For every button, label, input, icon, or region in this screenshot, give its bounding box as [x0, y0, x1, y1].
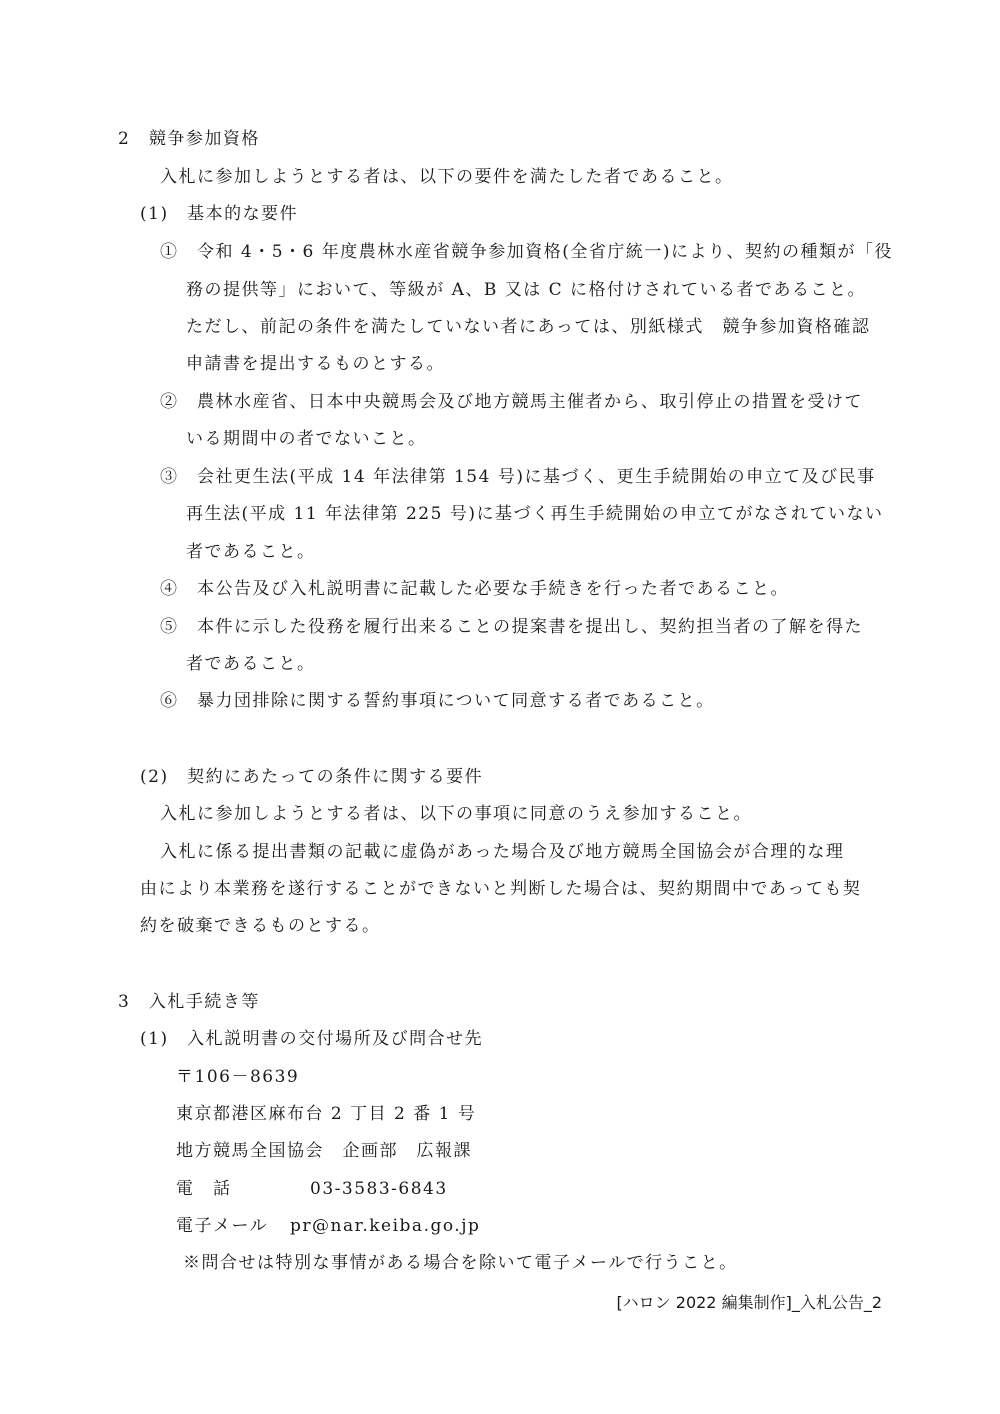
section-3-sub-1-heading: (1) 入札説明書の交付場所及び問合せ先 [140, 1029, 484, 1049]
item-5-line-2: 者であること。 [186, 654, 316, 674]
sub-1-heading: (1) 基本的な要件 [140, 204, 299, 224]
inquiry-note: ※問合せは特別な事情がある場合を除いて電子メールで行うこと。 [183, 1253, 738, 1273]
sub-2-paragraph-2-line-2: 由により本業務を遂行することができないと判断した場合は、契約期間中であっても契 [140, 879, 862, 899]
footer-label: [ハロン 2022 編集制作]_入札公告_2 [616, 1293, 882, 1312]
phone-number: 03-3583-6843 [310, 1179, 448, 1199]
section-2-intro: 入札に参加しようとする者は、以下の要件を満たした者であること。 [160, 167, 734, 187]
item-2-line-1: ② 農林水産省、日本中央競馬会及び地方競馬主催者から、取引停止の措置を受けて [160, 392, 863, 412]
item-1-line-3: ただし、前記の条件を満たしていない者にあっては、別紙様式 競争参加資格確認 [186, 317, 871, 337]
item-1-line-4: 申請書を提出するものとする。 [186, 354, 445, 374]
item-2-line-2: いる期間中の者でないこと。 [186, 429, 427, 449]
organization: 地方競馬全国協会 企画部 広報課 [176, 1141, 472, 1161]
item-1-line-1: ① 令和 4・5・6 年度農林水産省競争参加資格(全省庁統一)により、契約の種類が「役 [160, 242, 894, 262]
sub-2-paragraph-1: 入札に参加しようとする者は、以下の事項に同意のうえ参加すること。 [160, 804, 752, 824]
item-6-line-1: ⑥ 暴力団排除に関する誓約事項について同意する者であること。 [160, 691, 715, 711]
sub-2-paragraph-2-line-3: 約を破棄できるものとする。 [140, 916, 381, 936]
phone-label: 電 話 [176, 1179, 232, 1199]
sub-2-heading: (2) 契約にあたっての条件に関する要件 [140, 767, 484, 787]
postal-code: 〒106－8639 [176, 1067, 300, 1087]
item-3-line-1: ③ 会社更生法(平成 14 年法律第 154 号)に基づく、更生手続開始の申立て及び民事 [160, 467, 876, 487]
item-3-line-2: 再生法(平成 11 年法律第 225 号)に基づく再生手続開始の申立てがなされていない [186, 504, 884, 524]
item-5-line-1: ⑤ 本件に示した役務を履行出来ることの提案書を提出し、契約担当者の了解を得た [160, 617, 863, 637]
item-3-line-3: 者であること。 [186, 542, 316, 562]
address: 東京都港区麻布台 2 丁目 2 番 1 号 [176, 1104, 477, 1124]
item-4-line-1: ④ 本公告及び入札説明書に記載した必要な手続きを行った者であること。 [160, 579, 789, 599]
email-label: 電子メール [176, 1216, 269, 1236]
sub-2-paragraph-2-line-1: 入札に係る提出書類の記載に虚偽があった場合及び地方競馬全国協会が合理的な理 [160, 842, 845, 862]
item-1-line-2: 務の提供等」において、等級が A、B 又は C に格付けされている者であること。 [186, 280, 867, 300]
section-3-heading: 3 入札手続き等 [118, 992, 260, 1012]
email-address: pr@nar.keiba.go.jp [290, 1216, 481, 1236]
section-2-heading: 2 競争参加資格 [118, 129, 260, 149]
